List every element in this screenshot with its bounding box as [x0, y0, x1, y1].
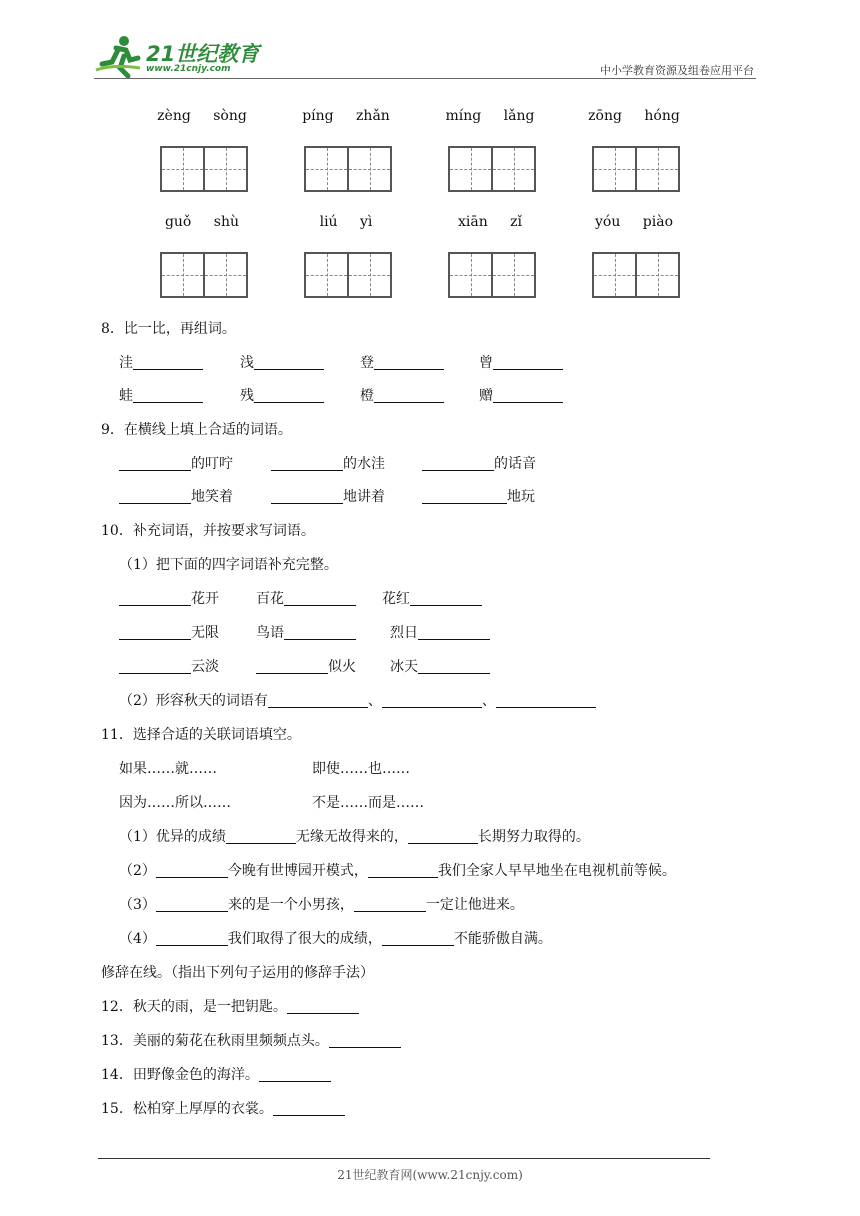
- pinyin-label: liú yì: [319, 214, 373, 230]
- logo-text: 21世纪教育: [146, 42, 260, 66]
- answer-blank[interactable]: [256, 659, 328, 674]
- pinyin-label: míng lǎng: [445, 108, 535, 124]
- footer-divider: [98, 1158, 710, 1159]
- answer-blank[interactable]: [119, 489, 191, 504]
- compare-word-item: 浅: [240, 352, 324, 372]
- answer-blank[interactable]: [408, 829, 478, 844]
- idiom-item: 百花: [256, 588, 356, 608]
- answer-blank[interactable]: [329, 1033, 401, 1048]
- answer-blank[interactable]: [119, 456, 191, 471]
- tianzige-grid[interactable]: [160, 146, 248, 192]
- compare-word-item: 残: [240, 385, 324, 405]
- idiom-item: 冰天: [390, 656, 490, 676]
- pinyin-label: zèng sòng: [157, 108, 247, 124]
- pinyin-label: guǒ shù: [164, 214, 240, 230]
- tianzige-grid[interactable]: [304, 252, 392, 298]
- compare-word-item: 登: [360, 352, 444, 372]
- fill-phrase-item: 的话音: [422, 453, 536, 473]
- tianzige-grid[interactable]: [592, 146, 680, 192]
- footer-link[interactable]: 21世纪教育网(www.21cnjy.com): [337, 1168, 523, 1182]
- pinyin-label: xiān zǐ: [457, 214, 523, 230]
- sub-question-label: （1）把下面的四字词语补充完整。: [119, 557, 338, 573]
- answer-blank[interactable]: [382, 931, 454, 946]
- answer-blank[interactable]: [496, 693, 596, 708]
- answer-blank[interactable]: [374, 388, 444, 403]
- answer-blank[interactable]: [418, 625, 490, 640]
- idiom-item: 花开: [119, 588, 219, 608]
- conjunction-option: 因为……所以……: [119, 795, 231, 811]
- pinyin-label: yóu piào: [594, 214, 674, 230]
- compare-word-item: 蛙: [119, 385, 203, 405]
- answer-blank[interactable]: [133, 355, 203, 370]
- logo-url: www.21cnjy.com: [146, 64, 231, 74]
- tianzige-grid[interactable]: [592, 252, 680, 298]
- compare-word-item: 洼: [119, 352, 203, 372]
- answer-blank[interactable]: [271, 489, 343, 504]
- answer-blank[interactable]: [119, 591, 191, 606]
- answer-blank[interactable]: [410, 591, 482, 606]
- question-10-title: 10．补充词语，并按要求写词语。: [101, 523, 315, 539]
- answer-blank[interactable]: [382, 693, 482, 708]
- answer-blank[interactable]: [254, 355, 324, 370]
- answer-blank[interactable]: [254, 388, 324, 403]
- autumn-words-line: （2）形容秋天的词语有 、 、: [119, 690, 596, 710]
- header-divider: [94, 78, 756, 79]
- answer-blank[interactable]: [368, 863, 438, 878]
- conjunction-sentence: （2） 今晚有世博园开模式， 我们全家人早早地坐在电视机前等候。: [119, 863, 676, 879]
- question-8-title: 8．比一比，再组词。: [101, 321, 236, 337]
- platform-title: 中小学教育资源及组卷应用平台: [600, 64, 754, 77]
- answer-blank[interactable]: [271, 456, 343, 471]
- conjunction-sentence: （3） 来的是一个小男孩， 一定让他进来。: [119, 897, 524, 913]
- answer-blank[interactable]: [133, 388, 203, 403]
- rhetoric-question: 12．秋天的雨，是一把钥匙。: [101, 996, 359, 1016]
- rhetoric-question: 13．美丽的菊花在秋雨里频频点头。: [101, 1030, 401, 1050]
- rhetoric-question: 14．田野像金色的海洋。: [101, 1064, 331, 1084]
- answer-blank[interactable]: [156, 897, 228, 912]
- idiom-item: 花红: [382, 588, 482, 608]
- idiom-item: 无限: [119, 622, 219, 642]
- tianzige-grid[interactable]: [448, 252, 536, 298]
- rhetoric-title: 修辞在线。（指出下列句子运用的修辞手法）: [101, 965, 374, 981]
- tianzige-grid[interactable]: [304, 146, 392, 192]
- compare-word-item: 赠: [479, 385, 563, 405]
- answer-blank[interactable]: [156, 863, 228, 878]
- fill-phrase-item: 的叮咛: [119, 453, 233, 473]
- compare-word-item: 橙: [360, 385, 444, 405]
- rhetoric-question: 15．松柏穿上厚厚的衣裳。: [101, 1098, 345, 1118]
- answer-blank[interactable]: [156, 931, 228, 946]
- answer-blank[interactable]: [284, 625, 356, 640]
- conjunction-option: 如果……就……: [119, 761, 217, 777]
- answer-blank[interactable]: [287, 999, 359, 1014]
- fill-phrase-item: 地玩: [422, 486, 535, 506]
- answer-blank[interactable]: [268, 693, 368, 708]
- conjunction-sentence: （4） 我们取得了很大的成绩， 不能骄傲自满。: [119, 931, 552, 947]
- answer-blank[interactable]: [119, 659, 191, 674]
- tianzige-grid[interactable]: [160, 252, 248, 298]
- fill-phrase-item: 地讲着: [271, 486, 385, 506]
- conjunction-option: 即使……也……: [312, 761, 410, 777]
- question-9-title: 9．在横线上填上合适的词语。: [101, 422, 292, 438]
- answer-blank[interactable]: [226, 829, 296, 844]
- fill-phrase-item: 的水洼: [271, 453, 385, 473]
- pinyin-label: píng zhǎn: [302, 108, 390, 124]
- conjunction-sentence: （1）优异的成绩 无缘无故得来的， 长期努力取得的。: [119, 829, 590, 845]
- answer-blank[interactable]: [284, 591, 356, 606]
- answer-blank[interactable]: [422, 456, 494, 471]
- question-11-title: 11．选择合适的关联词语填空。: [101, 727, 301, 743]
- answer-blank[interactable]: [418, 659, 490, 674]
- answer-blank[interactable]: [119, 625, 191, 640]
- idiom-item: 鸟语: [256, 622, 356, 642]
- answer-blank[interactable]: [259, 1067, 331, 1082]
- conjunction-option: 不是……而是……: [312, 795, 424, 811]
- compare-word-item: 曾: [479, 352, 563, 372]
- idiom-item: 烈日: [390, 622, 490, 642]
- tianzige-grid[interactable]: [448, 146, 536, 192]
- answer-blank[interactable]: [354, 897, 426, 912]
- answer-blank[interactable]: [374, 355, 444, 370]
- site-logo: [94, 34, 264, 80]
- fill-phrase-item: 地笑着: [119, 486, 233, 506]
- answer-blank[interactable]: [493, 355, 563, 370]
- pinyin-label: zōng hóng: [588, 108, 680, 124]
- answer-blank[interactable]: [493, 388, 563, 403]
- answer-blank[interactable]: [422, 489, 507, 504]
- runner-icon: [94, 34, 142, 78]
- idiom-item: 似火: [256, 656, 356, 676]
- answer-blank[interactable]: [273, 1101, 345, 1116]
- idiom-item: 云淡: [119, 656, 219, 676]
